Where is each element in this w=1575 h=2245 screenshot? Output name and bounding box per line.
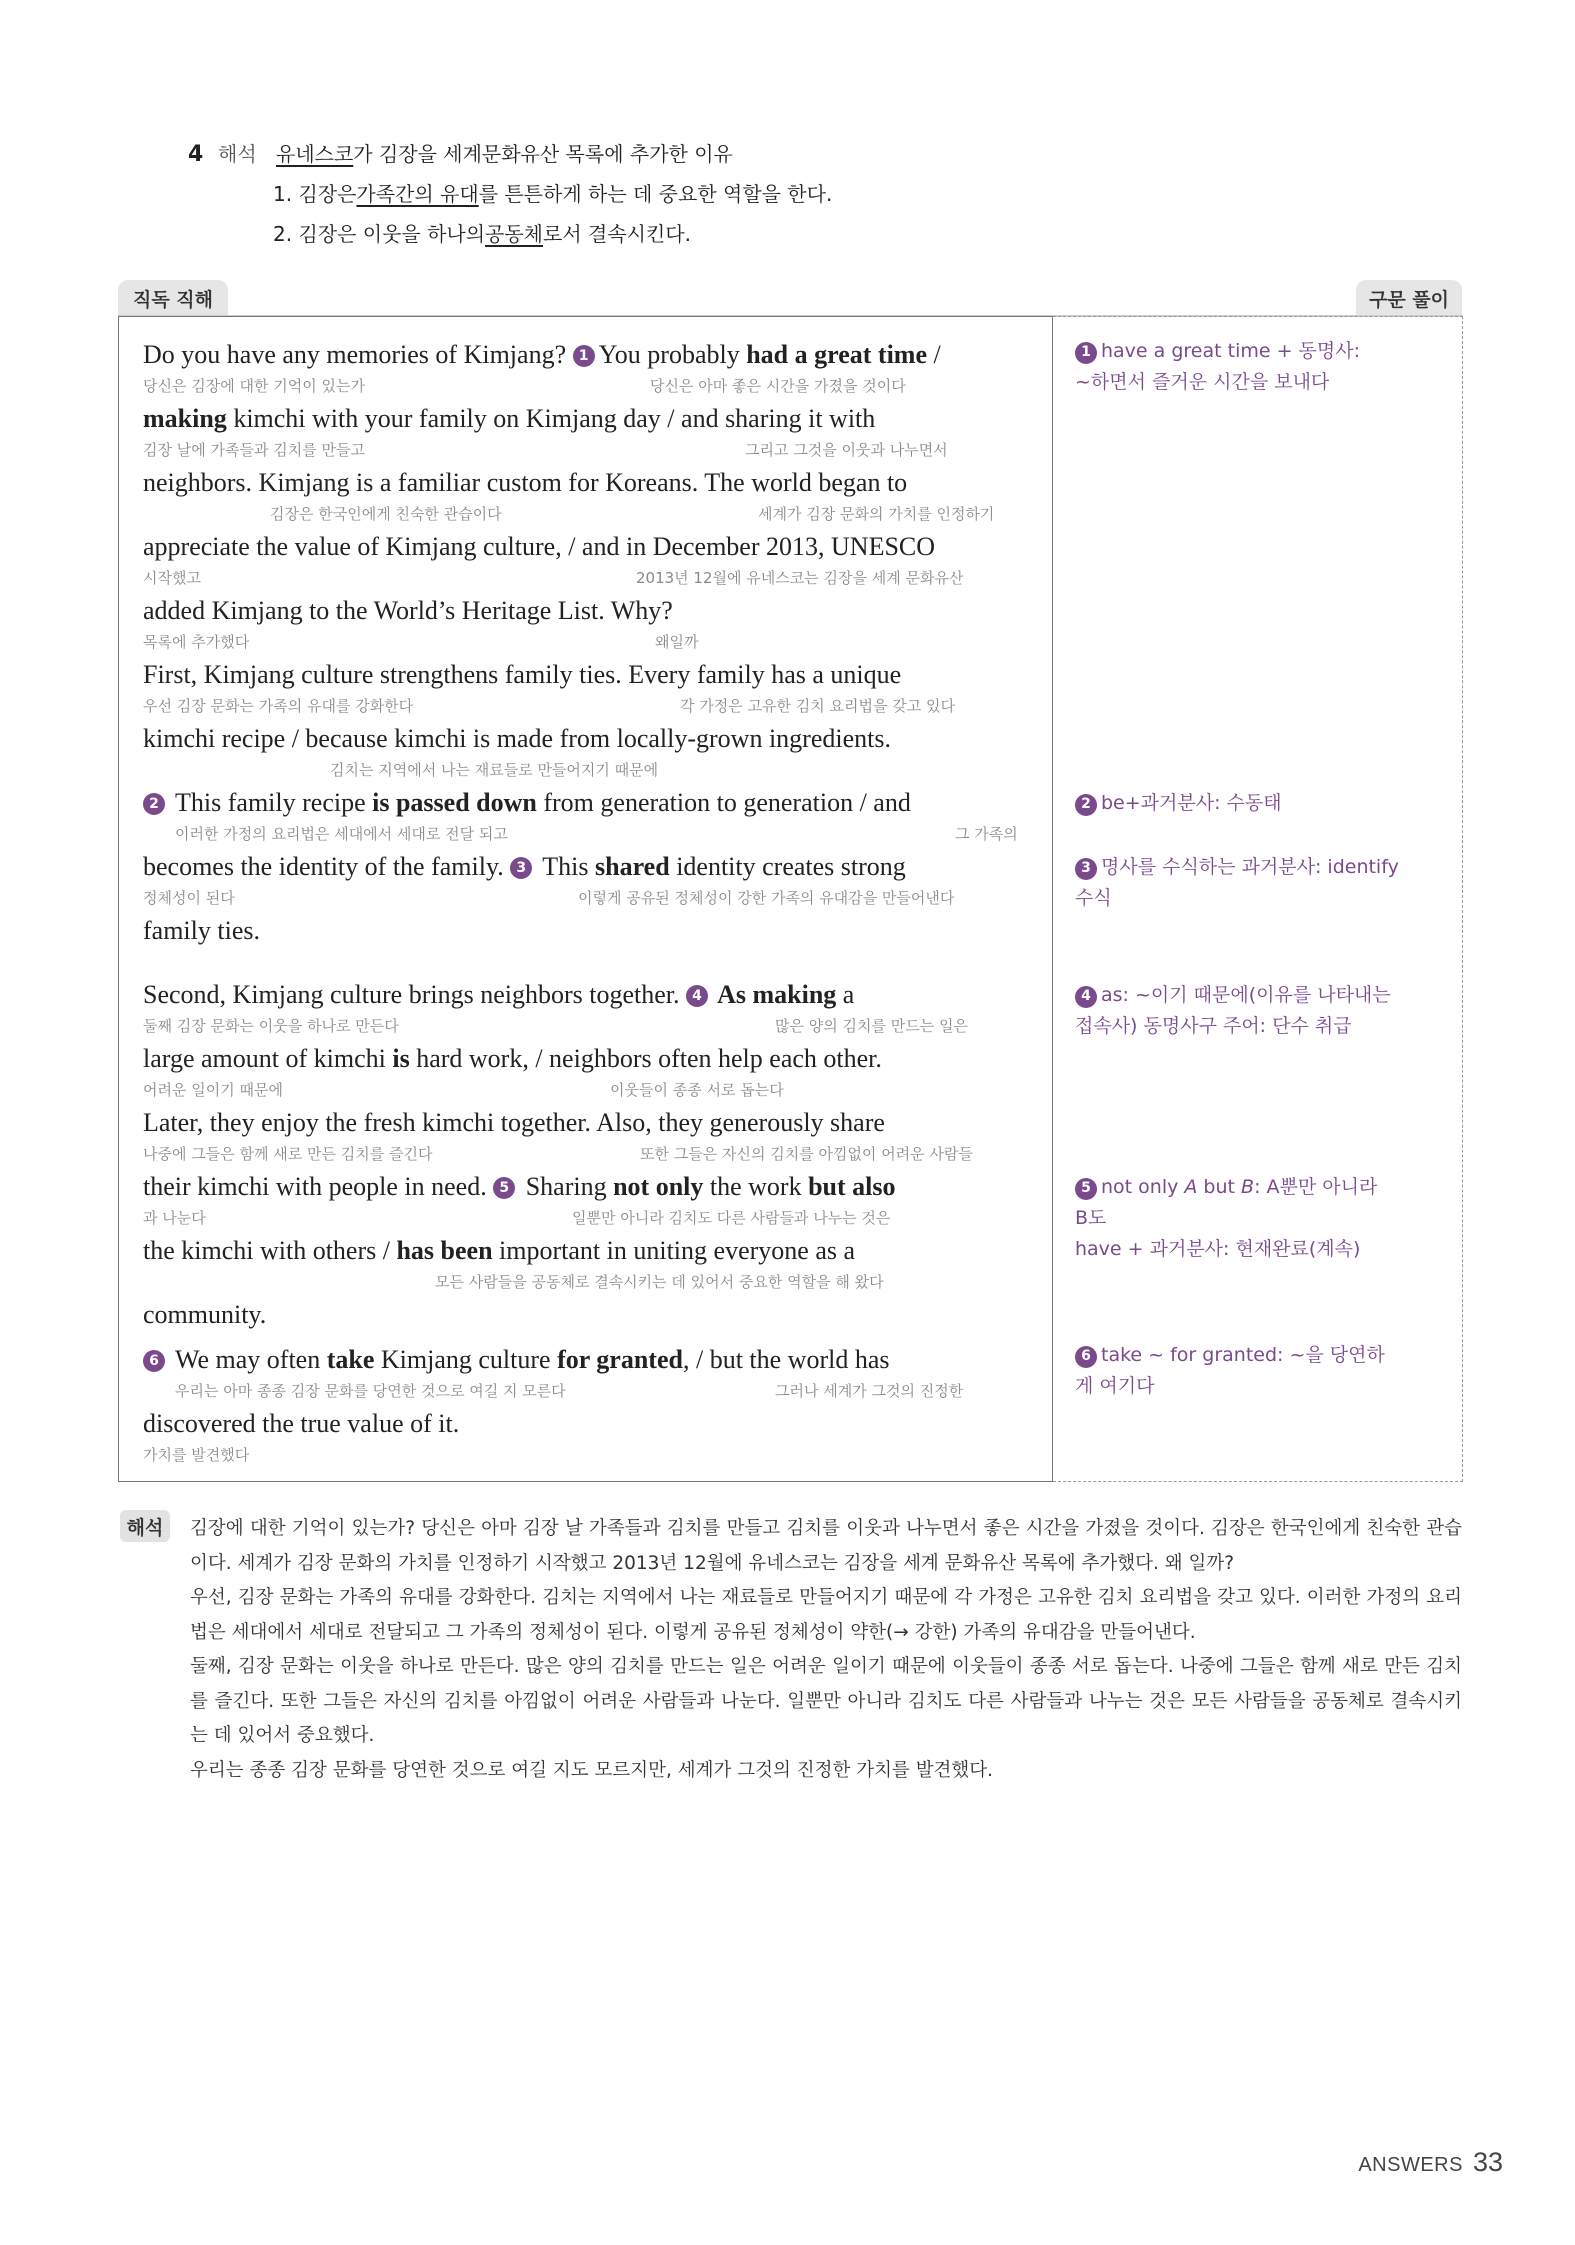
gloss: 이러한 가정의 요리법은 세대에서 세대로 전달 되고 bbox=[175, 825, 508, 843]
passage-line-3: neighbors. Kimjang is a familiar custom for Koreans. The world began to bbox=[143, 468, 908, 497]
gloss: 각 가정은 고유한 김치 요리법을 갖고 있다 bbox=[680, 697, 955, 715]
text: kimchi with your family on Kimjang day / and sharing it with bbox=[226, 404, 876, 433]
answers-label: ANSWERS bbox=[1358, 2154, 1463, 2176]
passage-line-2 bbox=[143, 404, 1043, 434]
note-text: not only bbox=[1101, 1176, 1185, 1198]
text: large amount of kimchi bbox=[143, 1044, 393, 1073]
bold-phrase: is passed down bbox=[372, 788, 537, 817]
gloss: 목록에 추가했다 bbox=[143, 633, 250, 651]
note-1 bbox=[1075, 336, 1455, 398]
gloss: 우선 김장 문화는 가족의 유대를 강화한다 bbox=[143, 697, 414, 715]
translation-badge: 해석 bbox=[120, 1510, 170, 1542]
q4-row-3 bbox=[188, 218, 1388, 258]
gloss: 당신은 김장에 대한 기억이 있는가 bbox=[143, 377, 365, 395]
note-text: 수식 bbox=[1075, 887, 1112, 909]
passage-line-12 bbox=[143, 1044, 1043, 1074]
text: This bbox=[536, 852, 596, 881]
passage-line-5: added Kimjang to the World’s Heritage List. Why? bbox=[143, 596, 673, 625]
note-text: 명사를 수식하는 과거분사: identify bbox=[1101, 856, 1399, 878]
passage-line-16: community. bbox=[143, 1300, 267, 1329]
translation-paragraph: 둘째, 김장 문화는 이웃을 하나로 만든다. 많은 양의 김치를 만드는 일은 어려운 일이기 때문에 이웃들이 종종 서로 돕는다. 나중에 그들은 함께 새로 만든 김치를 즐긴다. 또한 그들은 자신의 김치를 아낌없이 어려운 사람들과 나눈다. 일뿐만 아니라 김치도 다른 사람들과 나누는 것은 모든 사람들을 공동체로 결속시키는 데 있어서 중요했다. bbox=[190, 1656, 1462, 1746]
text: , / but the world has bbox=[682, 1345, 890, 1374]
text: identity creates strong bbox=[669, 852, 906, 881]
gloss: 김장은 한국인에게 친숙한 관습이다 bbox=[270, 505, 502, 523]
note-text: B bbox=[1241, 1176, 1255, 1198]
note-text: 게 여기다 bbox=[1075, 1375, 1155, 1397]
note-text: be+과거분사: 수동태 bbox=[1101, 792, 1282, 814]
note-5 bbox=[1075, 1172, 1455, 1265]
q4-keyword-community: 공동체 bbox=[485, 222, 544, 246]
passage-line-17 bbox=[143, 1345, 1043, 1375]
passage-line-9 bbox=[143, 852, 1043, 882]
translation-paragraph: 우리는 종종 김장 문화를 당연한 것으로 여길 지도 모르지만, 세계가 그것의 진정한 가치를 발견했다. bbox=[190, 1759, 994, 1781]
number-circle-6: 6 bbox=[143, 1350, 165, 1372]
q4-row-2 bbox=[188, 178, 1388, 218]
page-number: 33 bbox=[1472, 2147, 1503, 2177]
gloss: 또한 그들은 자신의 김치를 아낌없이 어려운 사람들 bbox=[640, 1145, 973, 1163]
note-text: A bbox=[1184, 1176, 1198, 1198]
q4-keyword-family-ties: 가족간의 유대 bbox=[356, 182, 479, 206]
gloss: 그러나 세계가 그것의 진정한 bbox=[775, 1382, 964, 1400]
translation-text bbox=[190, 1512, 1462, 1788]
note-text: have + 과거분사: 현재완료(계속) bbox=[1075, 1238, 1361, 1260]
bold-phrase: not only bbox=[613, 1172, 704, 1201]
q4-line3-c: 로서 결속시킨다. bbox=[543, 222, 691, 246]
bold-phrase: shared bbox=[595, 852, 670, 881]
passage-line-8 bbox=[143, 788, 1043, 818]
gloss: 김치는 지역에서 나는 재료들로 만들어지기 때문에 bbox=[330, 761, 659, 779]
note-text: : A뿐만 아니라 bbox=[1254, 1176, 1378, 1198]
note-text: ~하면서 즐거운 시간을 보내다 bbox=[1075, 371, 1330, 393]
note-text: 접속사) 동명사구 주어: 단수 취급 bbox=[1075, 1015, 1352, 1037]
translation-paragraph: 김장에 대한 기억이 있는가? 당신은 아마 김장 날 가족들과 김치를 만들고 김치를 이웃과 나누면서 좋은 시간을 가졌을 것이다. 김장은 한국인에게 친숙한 관습이다. 세계가 김장 문화의 가치를 인정하기 시작했고 2013년 12월에 유네스코는 김장을 세계 문화유산 목록에 추가했다. 왜 일까? bbox=[190, 1518, 1462, 1574]
passage-line-15 bbox=[143, 1236, 1043, 1266]
question-4-answer bbox=[188, 138, 1388, 258]
passage-line-14 bbox=[143, 1172, 1043, 1202]
text: their kimchi with people in need. bbox=[143, 1172, 494, 1201]
q4-keyword-unesco: 유네스코 bbox=[276, 142, 354, 166]
note-3 bbox=[1075, 852, 1455, 914]
passage-line-18: discovered the true value of it. bbox=[143, 1409, 460, 1438]
gloss: 이렇게 공유된 정체성이 강한 가족의 유대감을 만들어낸다 bbox=[578, 889, 955, 907]
number-circle-4: 4 bbox=[1075, 986, 1097, 1008]
text: You probably bbox=[598, 340, 747, 369]
passage-line-11 bbox=[143, 980, 1043, 1010]
bold-phrase: but also bbox=[808, 1172, 896, 1201]
note-text: take ~ for granted: ~을 당연하 bbox=[1101, 1344, 1385, 1366]
note-text: B도 bbox=[1075, 1207, 1107, 1229]
translation-paragraph: 우선, 김장 문화는 가족의 유대를 강화한다. 김치는 지역에서 나는 재료들로 만들어지기 때문에 각 가정은 고유한 김치 요리법을 갖고 있다. 이러한 가정의 요리법은 세대에서 세대로 전달되고 그 가족의 정체성이 된다. 이렇게 공유된 정체성이 약한(→ 강한) 가족의 유대감을 만들어낸다. bbox=[190, 1587, 1462, 1643]
bold-phrase: As making bbox=[712, 980, 837, 1009]
q4-line2-c: 를 튼튼하게 하는 데 중요한 역할을 한다. bbox=[478, 182, 833, 206]
note-2 bbox=[1075, 788, 1455, 819]
number-circle-3: 3 bbox=[1075, 858, 1097, 880]
gloss: 많은 양의 김치를 만드는 일은 bbox=[775, 1017, 968, 1035]
page-footer bbox=[1358, 2147, 1503, 2178]
q4-row-1 bbox=[188, 138, 1388, 178]
number-circle-1: 1 bbox=[573, 345, 595, 367]
gloss: 정체성이 된다 bbox=[143, 889, 235, 907]
bold-phrase: making bbox=[143, 404, 227, 433]
number-circle-5: 5 bbox=[1075, 1178, 1097, 1200]
text: the work bbox=[703, 1172, 809, 1201]
bold-phrase: had a great time bbox=[746, 340, 927, 369]
number-circle-3: 3 bbox=[510, 857, 532, 879]
q4-line2-a: 1. 김장은 bbox=[273, 182, 357, 206]
note-4 bbox=[1075, 980, 1455, 1042]
bold-phrase: take bbox=[326, 1345, 375, 1374]
q4-line1-rest: 가 김장을 세계문화유산 목록에 추가한 이유 bbox=[353, 142, 733, 166]
text: Second, Kimjang culture brings neighbors together. bbox=[143, 980, 687, 1009]
bold-phrase: for granted bbox=[557, 1345, 683, 1374]
number-circle-1: 1 bbox=[1075, 342, 1097, 364]
text: becomes the identity of the family. bbox=[143, 852, 511, 881]
note-6 bbox=[1075, 1340, 1455, 1402]
note-text: as: ~이기 때문에(이유를 나타내는 bbox=[1101, 984, 1391, 1006]
gloss: 과 나눈다 bbox=[143, 1209, 206, 1227]
gloss: 둘째 김장 문화는 이웃을 하나로 만든다 bbox=[143, 1017, 399, 1035]
text: Do you have any memories of Kimjang? bbox=[143, 340, 573, 369]
gloss: 일뿐만 아니라 김치도 다른 사람들과 나누는 것은 bbox=[572, 1209, 891, 1227]
tab-direct-reading: 직독 직해 bbox=[118, 280, 228, 316]
tab-syntax-notes: 구문 풀이 bbox=[1356, 280, 1462, 316]
question-number: 4 bbox=[188, 142, 204, 167]
number-circle-5: 5 bbox=[493, 1177, 515, 1199]
text: important in uniting everyone as a bbox=[492, 1236, 856, 1265]
note-text: have a great time + 동명사: bbox=[1101, 340, 1361, 362]
gloss: 그리고 그것을 이웃과 나누면서 bbox=[745, 441, 948, 459]
text: This family recipe bbox=[169, 788, 373, 817]
gloss: 세계가 김장 문화의 가치를 인정하기 bbox=[758, 505, 995, 523]
text: a bbox=[836, 980, 855, 1009]
passage-line-4: appreciate the value of Kimjang culture, / and in December 2013, UNESCO bbox=[143, 532, 936, 561]
number-circle-2: 2 bbox=[1075, 794, 1097, 816]
text: Kimjang culture bbox=[374, 1345, 558, 1374]
passage-line-1 bbox=[143, 340, 1043, 370]
gloss: 그 가족의 bbox=[955, 825, 1018, 843]
text: / bbox=[927, 340, 941, 369]
passage-line-13: Later, they enjoy the fresh kimchi together. Also, they generously share bbox=[143, 1108, 885, 1137]
gloss: 어려운 일이기 때문에 bbox=[143, 1081, 283, 1099]
number-circle-4: 4 bbox=[686, 985, 708, 1007]
text: the kimchi with others / bbox=[143, 1236, 397, 1265]
gloss: 나중에 그들은 함께 새로 만든 김치를 즐긴다 bbox=[143, 1145, 433, 1163]
bold-phrase: has been bbox=[396, 1236, 493, 1265]
gloss: 이웃들이 종종 서로 돕는다 bbox=[610, 1081, 784, 1099]
passage-line-10: family ties. bbox=[143, 916, 260, 945]
gloss: 가치를 발견했다 bbox=[143, 1446, 250, 1464]
text: hard work, / neighbors often help each other. bbox=[409, 1044, 882, 1073]
gloss: 모든 사람들을 공동체로 결속시키는 데 있어서 중요한 역할을 해 왔다 bbox=[435, 1273, 884, 1291]
text: We may often bbox=[169, 1345, 327, 1374]
number-circle-6: 6 bbox=[1075, 1346, 1097, 1368]
text: from generation to generation / and bbox=[536, 788, 911, 817]
gloss: 시작했고 bbox=[143, 569, 201, 587]
q4-label: 해석 bbox=[218, 142, 257, 166]
note-text: but bbox=[1197, 1176, 1242, 1198]
passage-line-6: First, Kimjang culture strengthens family ties. Every family has a unique bbox=[143, 660, 902, 689]
gloss: 당신은 아마 좋은 시간을 가졌을 것이다 bbox=[650, 377, 906, 395]
gloss: 우리는 아마 종종 김장 문화를 당연한 것으로 여길 지 모른다 bbox=[175, 1382, 566, 1400]
passage-line-7: kimchi recipe / because kimchi is made from locally-grown ingredients. bbox=[143, 724, 891, 753]
text: Sharing bbox=[519, 1172, 614, 1201]
gloss: 김장 날에 가족들과 김치를 만들고 bbox=[143, 441, 365, 459]
q4-line3-a: 2. 김장은 이웃을 하나의 bbox=[273, 222, 486, 246]
bold-phrase: is bbox=[392, 1044, 410, 1073]
number-circle-2: 2 bbox=[143, 793, 165, 815]
gloss: 2013년 12월에 유네스코는 김장을 세계 문화유산 bbox=[636, 569, 964, 587]
gloss: 왜일까 bbox=[655, 633, 699, 651]
